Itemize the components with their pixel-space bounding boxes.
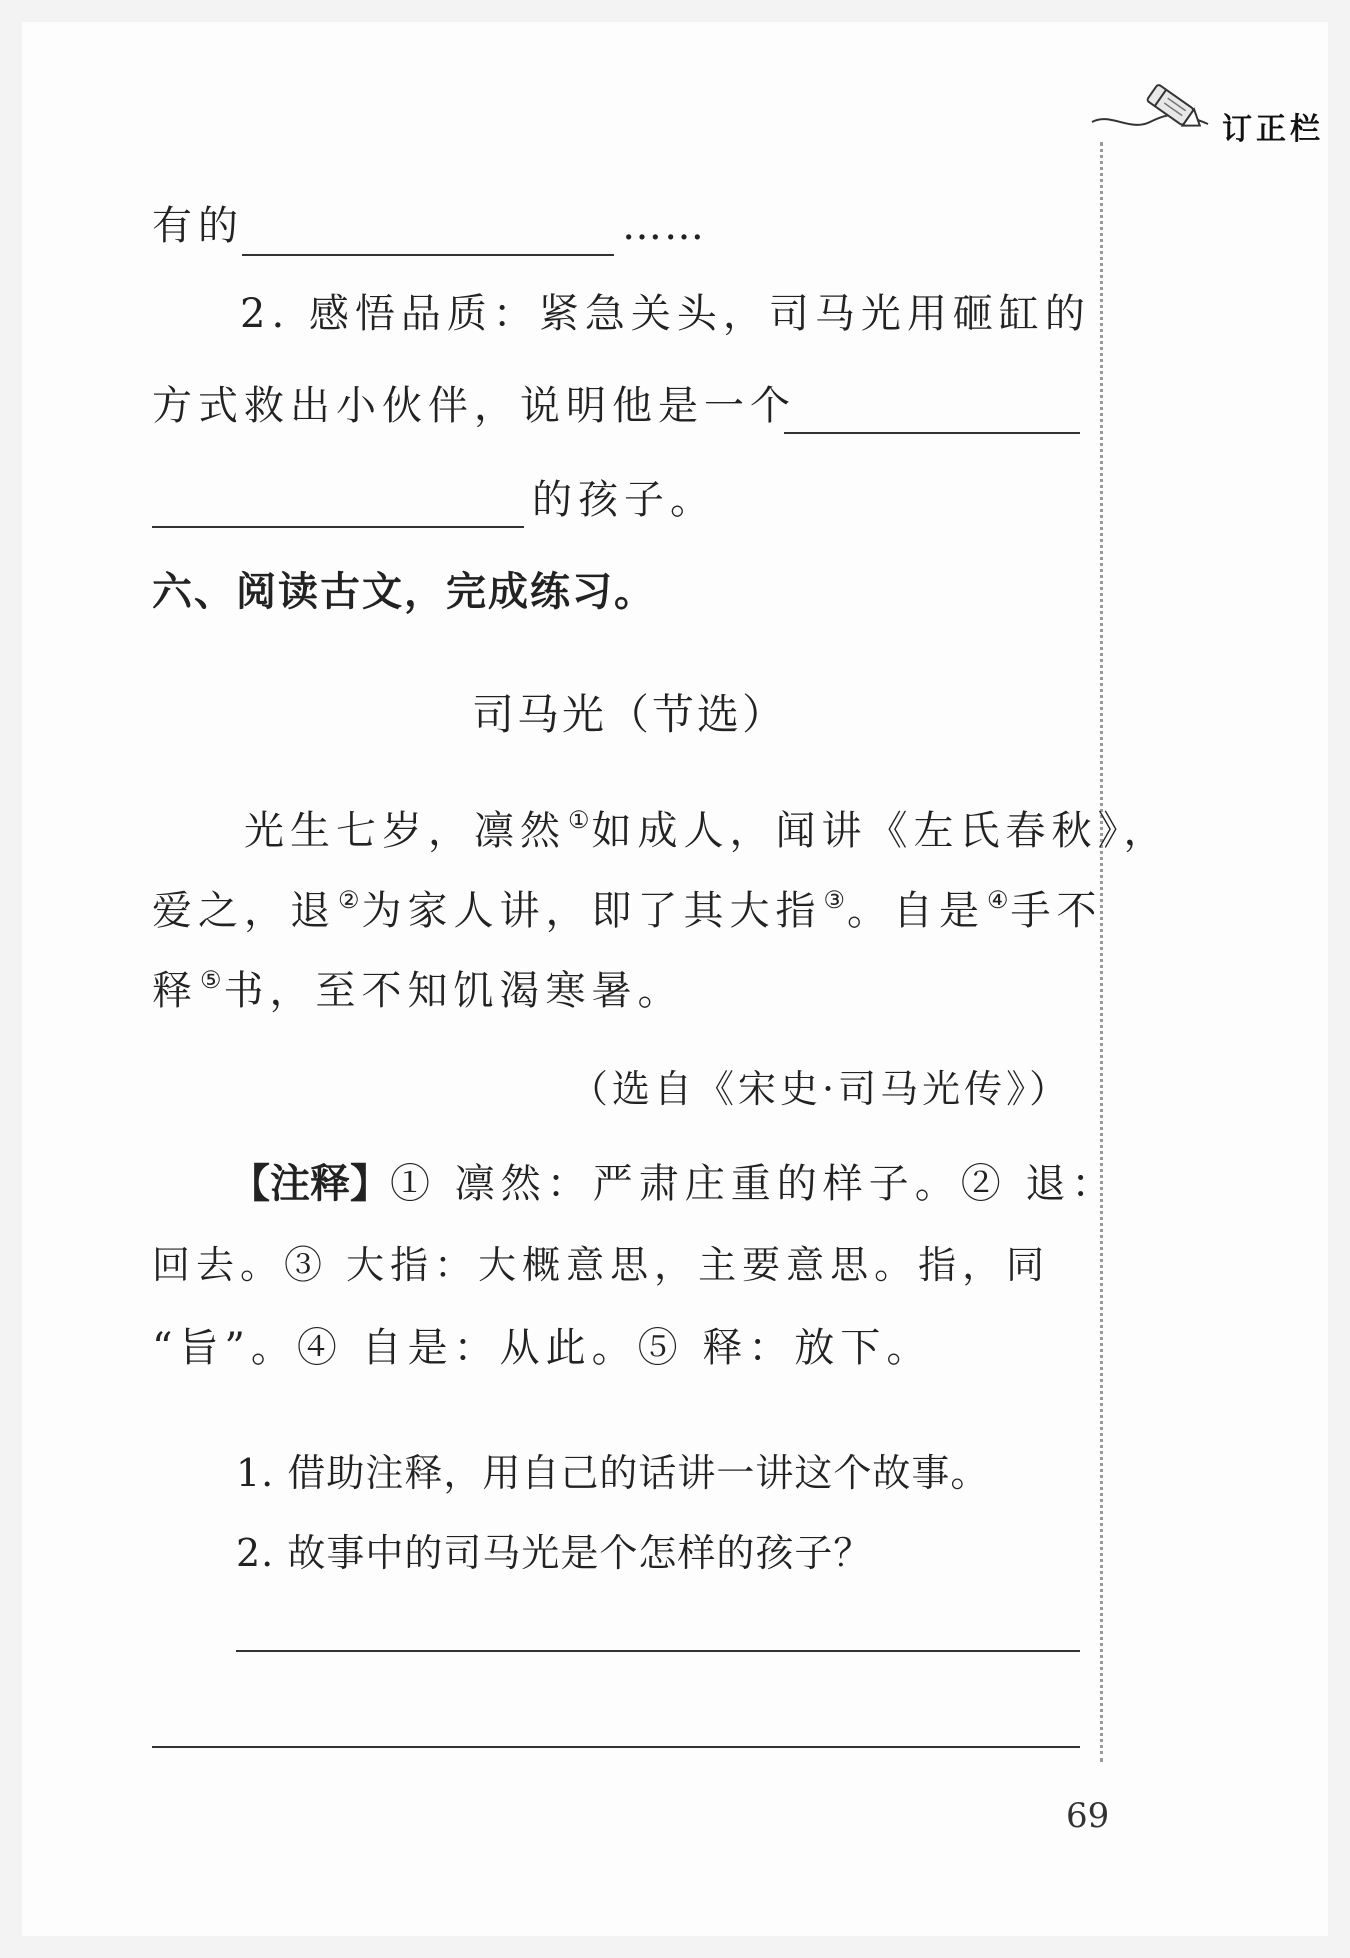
footnote-4: ④	[987, 886, 1009, 914]
answer-line-q2-2[interactable]	[152, 1746, 1080, 1748]
correction-label: 订正栏	[1222, 112, 1324, 147]
section-heading: 六、阅读古文，完成练习。	[152, 569, 656, 615]
notes-line-1: 【注释】① 凛然：严肃庄重的样子。② 退：	[230, 1161, 1118, 1207]
answer-blank-1[interactable]	[242, 254, 614, 256]
question-2-line-2: 方式救出小伙伴，说明他是一个	[152, 383, 796, 429]
page-number: 69	[1066, 1796, 1110, 1836]
notes-line-2: 回去。③ 大指：大概意思，主要意思。指，同	[152, 1243, 1051, 1287]
footnote-3: ③	[823, 886, 846, 914]
answer-ellipsis: ……	[622, 203, 706, 249]
question-2-line-3: 的孩子。	[532, 477, 716, 523]
correction-column-header	[1100, 82, 1330, 152]
pencil-icon	[1090, 82, 1220, 142]
exercise-question-1: 1. 借助注释，用自己的话讲一讲这个故事。	[236, 1451, 990, 1495]
passage-source: （选自《宋史·司马光传》）	[570, 1067, 1072, 1111]
passage-line-1: 光生七岁，凛然①如成人，闻讲《左氏春秋》，	[244, 806, 1170, 854]
answer-blank-2b[interactable]	[152, 526, 524, 528]
footnote-2: ②	[338, 886, 360, 914]
notes-line-3: “旨”。④ 自是：从此。⑤ 释：放下。	[152, 1325, 933, 1371]
passage-line-3: 释⑤书，至不知饥渴寒暑。	[152, 966, 684, 1014]
footnote-1: ①	[568, 806, 590, 834]
footnote-5: ⑤	[200, 966, 222, 994]
answer-blank-2a[interactable]	[784, 432, 1080, 434]
exercise-question-2: 2. 故事中的司马光是个怎样的孩子？	[236, 1531, 873, 1575]
passage-line-2: 爱之，退②为家人讲，即了其大指③。自是④手不	[152, 886, 1103, 934]
notes-label: 【注释】	[230, 1161, 390, 1207]
correction-column-divider	[1100, 142, 1103, 1762]
answer-line-q2-1[interactable]	[236, 1650, 1080, 1652]
passage-title: 司马光（节选）	[472, 690, 788, 739]
answer-line-prefix: 有的	[152, 203, 244, 249]
workbook-page	[22, 22, 1328, 1936]
question-2-line-1: 2. 感悟品质：紧急关头，司马光用砸缸的	[240, 291, 1091, 337]
